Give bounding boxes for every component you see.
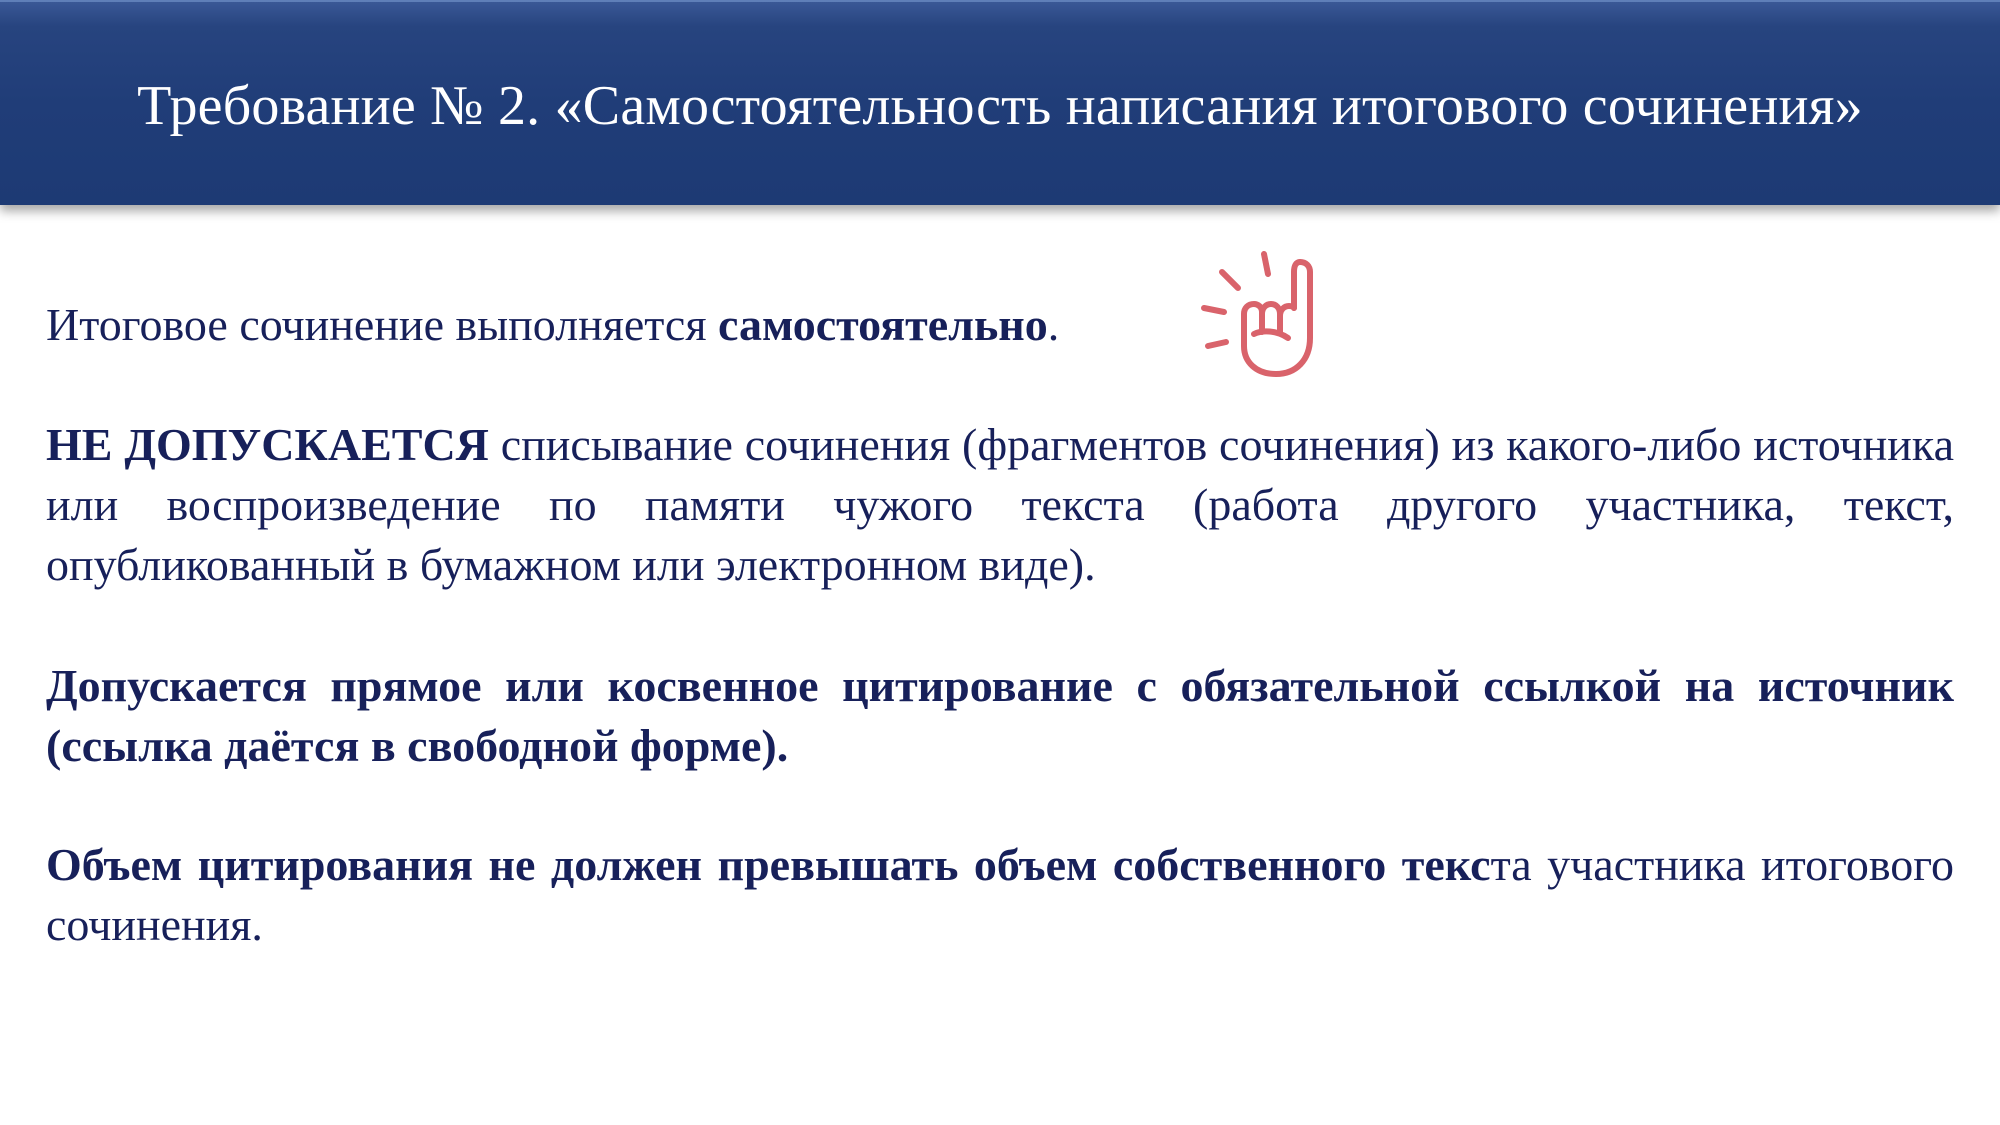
title-banner: [0, 0, 2000, 205]
paragraph4-text: та участника итогового сочинения.: [46, 839, 1954, 950]
paragraph-citation-allowed: [46, 656, 1954, 776]
paragraph1-bold: самостоятельно: [718, 299, 1048, 350]
paragraph-not-allowed: [46, 415, 1954, 595]
paragraph-citation-volume: [46, 835, 1954, 955]
paragraph2-bold: НЕ ДОПУСКАЕТСЯ: [46, 419, 489, 470]
paragraph1-text: Итоговое сочинение выполняется: [46, 299, 719, 350]
paragraph1-period: .: [1047, 299, 1060, 350]
raised-index-finger-icon: [1196, 250, 1326, 380]
paragraph-independent-writing: [46, 295, 1146, 355]
paragraph3-bold: Допускается прямое или косвенное цитирование с обязательной ссылкой на источник (ссылка даётся в свободной форме).: [46, 660, 1954, 771]
paragraph2-text: списывание сочинения (фрагментов сочинения) из какого-либо источника или воспроизведение по памяти чужого текста (работа другого участника, текст, опубликованный в бумажном или электронном виде).: [46, 419, 1954, 590]
slide-title: Требование № 2. «Самостоятельность написания итогового сочинения»: [137, 75, 1863, 137]
paragraph4-bold: Объем цитирования не должен превышать объем собственного текс: [46, 839, 1491, 890]
